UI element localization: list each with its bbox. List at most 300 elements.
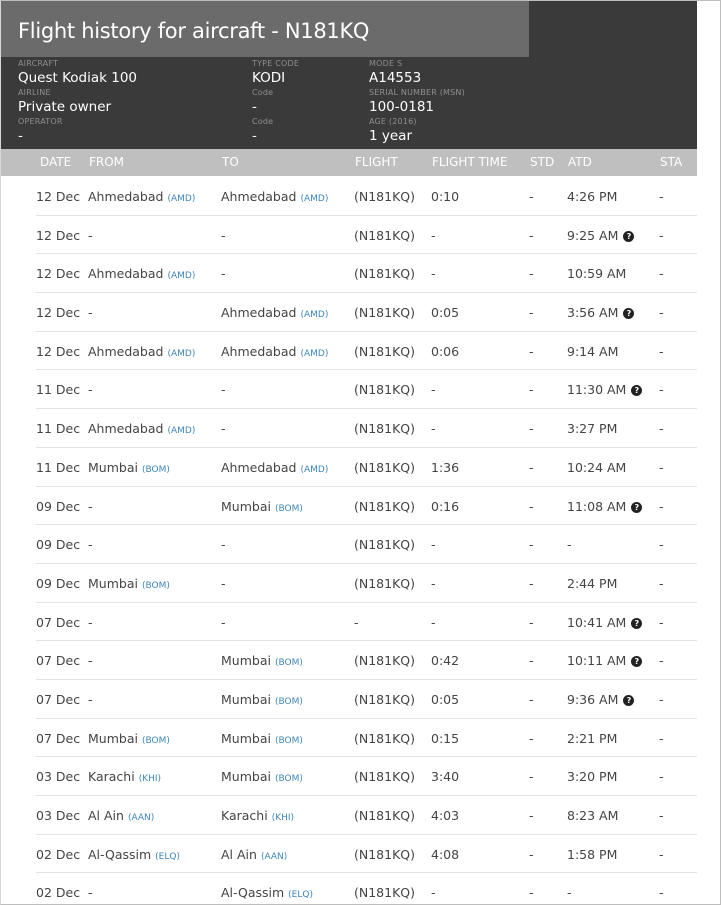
cell-flight-time-text: 4:08 bbox=[431, 846, 460, 862]
cell-atd bbox=[567, 808, 618, 823]
cell-flight bbox=[354, 228, 415, 243]
help-icon[interactable]: ? bbox=[623, 308, 634, 319]
column-header-std: STD bbox=[530, 155, 555, 169]
cell-std-text: - bbox=[529, 614, 534, 630]
cell-flight-text[interactable]: (N181KQ) bbox=[354, 537, 415, 553]
table-row[interactable] bbox=[0, 680, 697, 719]
airport-code[interactable]: (BOM) bbox=[141, 464, 170, 475]
cell-flight-time bbox=[431, 305, 459, 320]
help-icon[interactable]: ? bbox=[623, 695, 634, 706]
cell-date bbox=[36, 769, 80, 784]
table-row[interactable] bbox=[0, 835, 697, 874]
airport-code[interactable]: (AMD) bbox=[167, 426, 196, 437]
cell-flight bbox=[354, 808, 415, 823]
cell-flight-text[interactable]: (N181KQ) bbox=[354, 730, 415, 746]
mode-s-info bbox=[369, 59, 421, 88]
cell-sta-text: - bbox=[659, 691, 664, 707]
cell-from-text[interactable]: Al Ain bbox=[88, 808, 124, 823]
cell-to bbox=[221, 769, 303, 784]
cell-sta-text: - bbox=[659, 343, 664, 359]
cell-to-text: - bbox=[221, 227, 226, 243]
cell-sta-text: - bbox=[659, 266, 664, 282]
cell-flight-time bbox=[431, 266, 436, 281]
cell-std bbox=[529, 228, 534, 243]
cell-atd bbox=[567, 189, 617, 204]
cell-flight-time-text: 0:15 bbox=[431, 730, 460, 746]
table-row[interactable] bbox=[0, 409, 697, 448]
cell-flight-text: - bbox=[354, 614, 359, 630]
cell-flight-text[interactable]: (N181KQ) bbox=[354, 575, 415, 591]
cell-from-text: - bbox=[88, 691, 93, 707]
cell-from bbox=[88, 344, 195, 359]
operator-value: - bbox=[18, 128, 23, 144]
cell-from-text: - bbox=[88, 227, 93, 243]
cell-sta-text: - bbox=[659, 885, 664, 901]
cell-to-text[interactable]: Karachi bbox=[221, 808, 268, 823]
cell-date bbox=[36, 344, 80, 359]
cell-to-text[interactable]: Mumbai bbox=[221, 730, 271, 746]
table-row[interactable] bbox=[0, 564, 697, 603]
cell-sta-text: - bbox=[659, 498, 664, 514]
airport-code[interactable]: (AMD) bbox=[300, 464, 329, 475]
cell-atd-text: 9:25 AM bbox=[567, 227, 619, 243]
cell-from-text[interactable]: Karachi bbox=[88, 769, 135, 785]
cell-to bbox=[221, 808, 294, 823]
airport-code[interactable]: (BOM) bbox=[274, 658, 303, 669]
cell-atd bbox=[567, 305, 634, 320]
cell-sta bbox=[659, 576, 664, 591]
cell-sta bbox=[659, 499, 664, 514]
table-row[interactable] bbox=[0, 873, 697, 905]
help-icon[interactable]: ? bbox=[623, 231, 634, 242]
table-row[interactable] bbox=[0, 448, 697, 487]
cell-from bbox=[88, 692, 93, 707]
table-row[interactable] bbox=[0, 177, 697, 216]
cell-date-text: 07 Dec bbox=[36, 653, 81, 669]
cell-flight-time bbox=[431, 460, 459, 475]
cell-to bbox=[221, 847, 287, 862]
table-row[interactable] bbox=[0, 487, 697, 526]
aircraft-header bbox=[1, 1, 697, 149]
cell-std bbox=[529, 499, 534, 514]
cell-flight-text[interactable]: (N181KQ) bbox=[354, 691, 415, 707]
cell-std bbox=[529, 382, 534, 397]
cell-from-text: - bbox=[88, 614, 93, 630]
table-row[interactable] bbox=[0, 332, 697, 371]
cell-to bbox=[221, 499, 303, 514]
table-row[interactable] bbox=[0, 719, 697, 758]
cell-to-text[interactable]: Al Ain bbox=[221, 846, 257, 862]
type-code-value: KODI bbox=[252, 70, 286, 86]
cell-atd bbox=[567, 847, 617, 862]
cell-flight-text[interactable]: (N181KQ) bbox=[354, 653, 415, 669]
cell-date-text: 07 Dec bbox=[36, 691, 81, 707]
cell-atd-text: 3:20 PM bbox=[567, 769, 618, 785]
age-info bbox=[369, 117, 417, 146]
cell-flight-text[interactable]: (N181KQ) bbox=[354, 421, 415, 437]
cell-sta-text: - bbox=[659, 653, 664, 669]
cell-flight-time bbox=[431, 769, 459, 784]
cell-date bbox=[36, 421, 80, 436]
cell-date-text: 12 Dec bbox=[36, 305, 81, 321]
cell-flight-time bbox=[431, 576, 436, 591]
cell-sta-text: - bbox=[659, 421, 664, 437]
cell-date bbox=[36, 576, 80, 591]
age-label: AGE (2016) bbox=[369, 117, 417, 126]
cell-sta-text: - bbox=[659, 227, 664, 243]
airport-code[interactable]: (ELQ) bbox=[155, 851, 180, 862]
mode-s-label: MODE S bbox=[369, 59, 403, 68]
cell-std-text: - bbox=[529, 537, 534, 553]
cell-to-text[interactable]: Ahmedabad bbox=[221, 343, 297, 359]
cell-atd bbox=[567, 266, 626, 281]
cell-std bbox=[529, 421, 534, 436]
cell-from bbox=[88, 499, 93, 514]
table-row[interactable] bbox=[0, 757, 697, 796]
serial-label: SERIAL NUMBER (MSN) bbox=[369, 88, 465, 97]
cell-flight-text[interactable]: (N181KQ) bbox=[354, 266, 415, 282]
cell-flight-time-text: - bbox=[431, 885, 436, 901]
cell-sta bbox=[659, 305, 664, 320]
cell-std-text: - bbox=[529, 691, 534, 707]
cell-atd bbox=[567, 885, 572, 900]
cell-flight-time bbox=[431, 885, 436, 900]
cell-std bbox=[529, 653, 534, 668]
cell-sta-text: - bbox=[659, 459, 664, 475]
cell-flight bbox=[354, 576, 415, 591]
cell-std-text: - bbox=[529, 653, 534, 669]
cell-flight-time-text: - bbox=[431, 575, 436, 591]
cell-from-text: - bbox=[88, 498, 93, 514]
cell-atd bbox=[567, 576, 617, 591]
cell-flight bbox=[354, 460, 415, 475]
airport-code[interactable]: (BOM) bbox=[141, 735, 170, 746]
operator-label: OPERATOR bbox=[18, 117, 63, 126]
cell-from-text[interactable]: Mumbai bbox=[88, 459, 138, 475]
airport-code[interactable]: (BOM) bbox=[274, 774, 303, 785]
cell-atd-text: 10:41 AM bbox=[567, 614, 627, 630]
cell-flight-time bbox=[431, 189, 459, 204]
cell-to-text[interactable]: Mumbai bbox=[221, 653, 271, 669]
cell-sta-text: - bbox=[659, 769, 664, 785]
cell-from bbox=[88, 769, 161, 784]
cell-flight-time-text: - bbox=[431, 227, 436, 243]
cell-atd bbox=[567, 692, 634, 707]
cell-date bbox=[36, 653, 80, 668]
cell-to-text: - bbox=[221, 614, 226, 630]
cell-sta bbox=[659, 460, 664, 475]
flight-history-table bbox=[0, 177, 697, 905]
airport-code[interactable]: (AAN) bbox=[127, 813, 155, 823]
cell-atd-text: 11:30 AM bbox=[567, 382, 627, 398]
column-header-to: TO bbox=[222, 155, 239, 169]
cell-atd bbox=[567, 615, 642, 630]
cell-std bbox=[529, 847, 534, 862]
cell-date-text: 02 Dec bbox=[36, 846, 81, 862]
help-icon[interactable]: ? bbox=[631, 656, 642, 667]
cell-flight-time-text: 0:42 bbox=[431, 653, 460, 669]
cell-date bbox=[36, 266, 80, 281]
cell-flight bbox=[354, 692, 415, 707]
table-row[interactable] bbox=[0, 254, 697, 293]
cell-flight-text[interactable]: (N181KQ) bbox=[354, 769, 415, 785]
table-row[interactable] bbox=[0, 525, 697, 564]
cell-to bbox=[221, 344, 328, 359]
cell-to-text[interactable]: Mumbai bbox=[221, 769, 271, 785]
cell-flight-time-text: - bbox=[431, 382, 436, 398]
cell-flight-text[interactable]: (N181KQ) bbox=[354, 305, 415, 321]
cell-from bbox=[88, 653, 93, 668]
column-header-flight: FLIGHT bbox=[355, 155, 398, 169]
cell-from-text[interactable]: Ahmedabad bbox=[88, 189, 164, 204]
cell-date bbox=[36, 382, 80, 397]
airport-code[interactable]: (BOM) bbox=[274, 696, 303, 707]
table-row[interactable] bbox=[0, 641, 697, 680]
cell-flight-text[interactable]: (N181KQ) bbox=[354, 227, 415, 243]
airport-code[interactable]: (AMD) bbox=[300, 194, 329, 204]
cell-flight bbox=[354, 847, 415, 862]
cell-from-text: - bbox=[88, 537, 93, 553]
cell-atd-text: 10:11 AM bbox=[567, 653, 627, 669]
help-icon[interactable]: ? bbox=[631, 502, 642, 513]
cell-from-text[interactable]: Mumbai bbox=[88, 575, 138, 591]
cell-to bbox=[221, 460, 328, 475]
cell-flight bbox=[354, 266, 415, 281]
cell-to bbox=[221, 615, 226, 630]
cell-to bbox=[221, 653, 303, 668]
table-row[interactable] bbox=[0, 293, 697, 332]
help-icon[interactable]: ? bbox=[631, 385, 642, 396]
cell-flight-text[interactable]: (N181KQ) bbox=[354, 459, 415, 475]
cell-to-text[interactable]: Ahmedabad bbox=[221, 459, 297, 475]
cell-std-text: - bbox=[529, 343, 534, 359]
type-code-info bbox=[252, 59, 299, 88]
cell-date bbox=[36, 731, 80, 746]
cell-flight-time bbox=[431, 808, 459, 823]
cell-std-text: - bbox=[529, 808, 534, 823]
cell-date-text: 11 Dec bbox=[36, 382, 81, 398]
table-row[interactable] bbox=[0, 216, 697, 255]
airport-code[interactable]: (AMD) bbox=[167, 348, 196, 359]
cell-flight bbox=[354, 769, 415, 784]
cell-from bbox=[88, 615, 93, 630]
table-row[interactable] bbox=[0, 796, 697, 835]
cell-from-text[interactable]: Ahmedabad bbox=[88, 266, 164, 282]
cell-std-text: - bbox=[529, 189, 534, 204]
type-code-label: TYPE CODE bbox=[252, 59, 300, 68]
operator-info bbox=[18, 117, 63, 146]
cell-date-text: 11 Dec bbox=[36, 421, 81, 437]
airport-code[interactable]: (BOM) bbox=[274, 735, 303, 746]
cell-flight-text[interactable]: (N181KQ) bbox=[354, 885, 415, 901]
airport-code[interactable]: (AMD) bbox=[300, 310, 329, 321]
cell-flight bbox=[354, 344, 415, 359]
cell-std-text: - bbox=[529, 498, 534, 514]
cell-sta-text: - bbox=[659, 808, 664, 823]
cell-std bbox=[529, 266, 534, 281]
cell-std-text: - bbox=[529, 266, 534, 282]
cell-date-text: 07 Dec bbox=[36, 730, 81, 746]
cell-flight-text[interactable]: (N181KQ) bbox=[354, 343, 415, 359]
cell-atd bbox=[567, 421, 617, 436]
cell-to bbox=[221, 731, 303, 746]
cell-from bbox=[88, 421, 195, 436]
cell-sta bbox=[659, 769, 664, 784]
cell-sta bbox=[659, 266, 664, 281]
airline-info bbox=[18, 88, 111, 117]
cell-atd-text: - bbox=[567, 537, 572, 553]
airport-code[interactable]: (AMD) bbox=[167, 271, 196, 282]
cell-flight-time bbox=[431, 421, 436, 436]
cell-flight-text[interactable]: (N181KQ) bbox=[354, 382, 415, 398]
cell-date-text: 12 Dec bbox=[36, 227, 81, 243]
cell-sta bbox=[659, 344, 664, 359]
cell-std-text: - bbox=[529, 227, 534, 243]
cell-flight bbox=[354, 885, 415, 900]
cell-date bbox=[36, 885, 80, 900]
cell-date bbox=[36, 808, 80, 823]
cell-to bbox=[221, 382, 226, 397]
cell-flight-time bbox=[431, 731, 459, 746]
column-header-flight-time: FLIGHT TIME bbox=[432, 155, 508, 169]
cell-flight-time-text: 0:05 bbox=[431, 305, 460, 321]
cell-flight-time bbox=[431, 382, 436, 397]
airport-code[interactable]: (BOM) bbox=[141, 580, 170, 591]
airport-code[interactable]: (KHI) bbox=[138, 774, 162, 785]
cell-from-text[interactable]: Mumbai bbox=[88, 730, 138, 746]
cell-std bbox=[529, 769, 534, 784]
cell-atd bbox=[567, 653, 642, 668]
cell-sta-text: - bbox=[659, 189, 664, 204]
cell-date bbox=[36, 499, 80, 514]
cell-from-text[interactable]: Ahmedabad bbox=[88, 343, 164, 359]
serial-info bbox=[369, 88, 465, 117]
cell-sta bbox=[659, 692, 664, 707]
cell-flight-time-text: - bbox=[431, 266, 436, 282]
cell-flight-time-text: 4:03 bbox=[431, 808, 460, 823]
cell-std-text: - bbox=[529, 769, 534, 785]
airport-code[interactable]: (BOM) bbox=[274, 503, 303, 514]
cell-flight-text[interactable]: (N181KQ) bbox=[354, 189, 415, 204]
cell-flight bbox=[354, 382, 415, 397]
cell-atd-text: 8:23 AM bbox=[567, 808, 619, 823]
cell-std bbox=[529, 808, 534, 823]
cell-atd bbox=[567, 228, 634, 243]
cell-flight bbox=[354, 653, 415, 668]
code-value-2: - bbox=[252, 128, 257, 144]
cell-flight-time-text: 0:16 bbox=[431, 498, 460, 514]
cell-sta bbox=[659, 885, 664, 900]
cell-from-text[interactable]: Al-Qassim bbox=[88, 846, 152, 862]
cell-sta-text: - bbox=[659, 305, 664, 321]
cell-atd-text: 2:21 PM bbox=[567, 730, 618, 746]
table-row[interactable] bbox=[0, 370, 697, 409]
cell-atd bbox=[567, 382, 642, 397]
cell-sta bbox=[659, 382, 664, 397]
cell-atd bbox=[567, 499, 642, 514]
cell-std-text: - bbox=[529, 421, 534, 437]
cell-sta bbox=[659, 615, 664, 630]
cell-to-text[interactable]: Al-Qassim bbox=[221, 885, 285, 901]
cell-flight-time-text: 0:06 bbox=[431, 343, 460, 359]
cell-flight-time-text: - bbox=[431, 537, 436, 553]
cell-date bbox=[36, 228, 80, 243]
cell-atd-text: 11:08 AM bbox=[567, 498, 627, 514]
cell-flight-time bbox=[431, 344, 459, 359]
cell-date-text: 12 Dec bbox=[36, 189, 81, 204]
cell-date bbox=[36, 692, 80, 707]
airport-code[interactable]: (KHI) bbox=[271, 813, 295, 823]
cell-atd-text: 10:59 AM bbox=[567, 266, 627, 282]
cell-sta-text: - bbox=[659, 575, 664, 591]
cell-atd-text: 3:27 PM bbox=[567, 421, 618, 437]
cell-date-text: 11 Dec bbox=[36, 459, 81, 475]
code-value-1: - bbox=[252, 99, 257, 115]
airport-code[interactable]: (AMD) bbox=[300, 348, 329, 359]
cell-from-text[interactable]: Ahmedabad bbox=[88, 421, 164, 437]
cell-sta-text: - bbox=[659, 614, 664, 630]
cell-sta-text: - bbox=[659, 730, 664, 746]
cell-flight-time bbox=[431, 499, 459, 514]
airport-code[interactable]: (AMD) bbox=[167, 194, 196, 204]
cell-to-text: - bbox=[221, 382, 226, 398]
cell-to bbox=[221, 885, 313, 900]
table-row[interactable] bbox=[0, 603, 697, 642]
column-header-atd: ATD bbox=[568, 155, 592, 169]
cell-date bbox=[36, 305, 80, 320]
cell-date bbox=[36, 537, 80, 552]
cell-sta bbox=[659, 421, 664, 436]
cell-flight-text[interactable]: (N181KQ) bbox=[354, 808, 415, 823]
cell-date-text: 09 Dec bbox=[36, 537, 81, 553]
cell-std-text: - bbox=[529, 382, 534, 398]
cell-atd-text: 9:36 AM bbox=[567, 691, 619, 707]
aircraft-value: Quest Kodiak 100 bbox=[18, 70, 138, 86]
cell-date-text: 09 Dec bbox=[36, 575, 81, 591]
airport-code[interactable]: (ELQ) bbox=[288, 890, 313, 901]
cell-to-text[interactable]: Mumbai bbox=[221, 498, 271, 514]
cell-flight-text[interactable]: (N181KQ) bbox=[354, 846, 415, 862]
cell-from bbox=[88, 885, 93, 900]
cell-to bbox=[221, 266, 226, 281]
cell-date-text: 03 Dec bbox=[36, 808, 81, 823]
cell-to bbox=[221, 692, 303, 707]
cell-atd-text: 3:56 AM bbox=[567, 305, 619, 321]
cell-to-text: - bbox=[221, 421, 226, 437]
help-icon[interactable]: ? bbox=[631, 618, 642, 629]
cell-flight-time bbox=[431, 537, 436, 552]
cell-to bbox=[221, 228, 226, 243]
cell-flight-time bbox=[431, 692, 459, 707]
airport-code[interactable]: (AAN) bbox=[260, 851, 288, 862]
age-value: 1 year bbox=[369, 128, 412, 144]
cell-std bbox=[529, 344, 534, 359]
cell-sta-text: - bbox=[659, 537, 664, 553]
cell-to-text[interactable]: Mumbai bbox=[221, 691, 271, 707]
cell-std bbox=[529, 460, 534, 475]
cell-sta bbox=[659, 189, 664, 204]
cell-date-text: 07 Dec bbox=[36, 614, 81, 630]
cell-date-text: 03 Dec bbox=[36, 769, 81, 785]
cell-atd bbox=[567, 344, 618, 359]
cell-to-text[interactable]: Ahmedabad bbox=[221, 305, 297, 321]
cell-flight bbox=[354, 305, 415, 320]
column-header-sta: STA bbox=[660, 155, 683, 169]
cell-flight-text[interactable]: (N181KQ) bbox=[354, 498, 415, 514]
cell-to-text[interactable]: Ahmedabad bbox=[221, 189, 297, 204]
cell-from bbox=[88, 305, 93, 320]
cell-std-text: - bbox=[529, 459, 534, 475]
